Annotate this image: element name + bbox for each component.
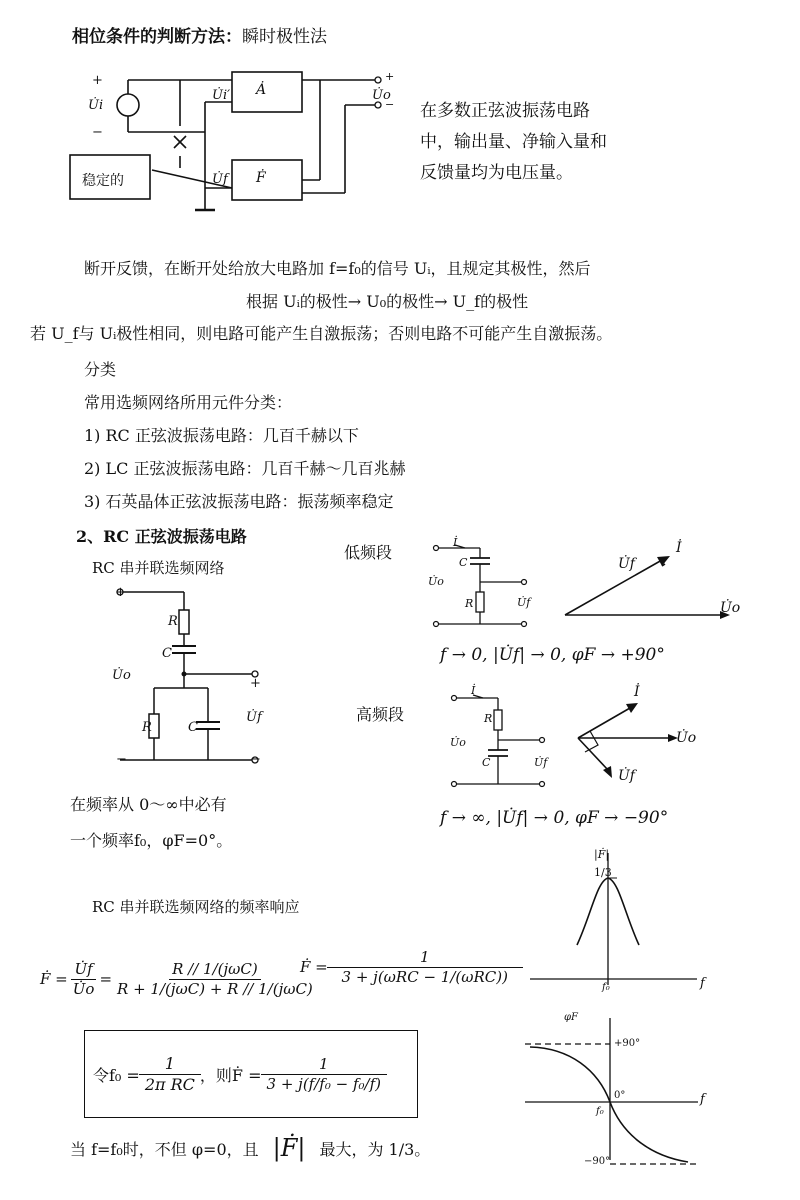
f-simple-frac bbox=[330, 948, 520, 987]
magnitude-response-plot bbox=[525, 845, 705, 995]
stable-box-label: 稳定的 bbox=[82, 173, 124, 189]
uo-minus: − bbox=[385, 98, 395, 111]
high-freq-title: 高频段 bbox=[356, 705, 405, 724]
f-simplified-formula bbox=[300, 948, 522, 987]
low-formula: f → 0, |U̇f| → 0, φF → +90° bbox=[440, 645, 665, 665]
classification-title: 分类 bbox=[84, 360, 117, 379]
phase-zero: 0° bbox=[614, 1090, 626, 1101]
f-block-label: Ḟ bbox=[256, 170, 266, 186]
source-plus: + bbox=[92, 73, 103, 88]
phase-x-tick: f₀ bbox=[596, 1106, 604, 1117]
classification-intro: 常用选频网络所用元件分类： bbox=[84, 393, 293, 412]
network-label: RC 串并联选频网络 bbox=[92, 559, 225, 577]
phase-bottom: −90° bbox=[584, 1156, 611, 1167]
net-c-top: C bbox=[162, 646, 172, 661]
low-phasor-uf: U̇f bbox=[618, 556, 635, 572]
para-break-feedback: 断开反馈，在断开处给放大电路加 f=f₀的信号 Uᵢ，且规定其极性，然后 bbox=[84, 259, 591, 278]
conclusion-abs-f: |Ḟ| bbox=[272, 1134, 306, 1162]
uip-label: U̇i′ bbox=[212, 88, 231, 103]
phase-x-label: f bbox=[700, 1092, 705, 1107]
side-line: 在多数正弦波振荡电路 bbox=[420, 101, 590, 121]
mag-x-tick: f₀ bbox=[602, 982, 610, 993]
boxed-f0-num: 1 bbox=[139, 1054, 201, 1075]
phase-ylabel: φF bbox=[564, 1012, 578, 1023]
feedback-block-diagram bbox=[80, 60, 410, 220]
mag-x-label: f bbox=[700, 976, 705, 991]
classification-item: 1) RC 正弦波振荡电路：几百千赫以下 bbox=[84, 426, 359, 445]
low-i-small: İ bbox=[453, 536, 458, 549]
freq-text-1: 在频率从 0～∞中必有 bbox=[70, 795, 227, 814]
low-uo-in: U̇o bbox=[428, 575, 444, 588]
boxed-f-num: 1 bbox=[261, 1055, 387, 1075]
side-line: 反馈量均为电压量。 bbox=[420, 163, 573, 183]
heading-text: 相位条件的判断方法： bbox=[72, 27, 242, 47]
net-minus-right: − bbox=[250, 752, 261, 767]
high-uf-out: U̇f bbox=[534, 756, 548, 769]
net-r-bottom: R bbox=[142, 720, 152, 735]
classification-item: 3) 石英晶体正弦波振荡电路：振荡频率稳定 bbox=[84, 492, 394, 511]
uf-label: U̇f bbox=[212, 172, 228, 187]
high-r: R bbox=[484, 712, 493, 725]
rc-network-circuit bbox=[110, 580, 270, 770]
high-phasor-i: İ bbox=[634, 684, 640, 700]
boxed-f-den: 3 + j(f/f₀ − f₀/f) bbox=[266, 1074, 381, 1093]
response-title: RC 串并联选频网络的频率响应 bbox=[92, 898, 300, 916]
heading-method: 瞬时极性法 bbox=[242, 27, 327, 47]
impedance-ratio bbox=[114, 960, 316, 999]
boxed-f0-formula bbox=[84, 1030, 418, 1118]
uf-num: U̇f bbox=[71, 960, 95, 980]
low-freq-circuit bbox=[430, 540, 760, 635]
high-uo-in: U̇o bbox=[450, 736, 466, 749]
uo-den: U̇o bbox=[72, 979, 95, 998]
uo-label: U̇o bbox=[372, 88, 391, 103]
f-simple-num: 1 bbox=[327, 948, 523, 968]
high-c: C bbox=[482, 756, 491, 769]
low-c: C bbox=[459, 556, 468, 569]
phase-top: +90° bbox=[614, 1038, 641, 1049]
para-polarity-chain: 根据 Uᵢ的极性→ U₀的极性→ U_f的极性 bbox=[246, 292, 529, 311]
net-uo: U̇o bbox=[112, 668, 131, 683]
low-phasor-uo: U̇o bbox=[720, 600, 741, 616]
conclusion-pre: 当 f=f₀时，不但 φ=0，且 bbox=[70, 1139, 259, 1159]
net-r-top: R bbox=[168, 614, 178, 629]
side-description bbox=[420, 96, 607, 189]
mag-peak: 1/3 bbox=[594, 866, 612, 879]
conclusion-post: 最大，为 1/3。 bbox=[319, 1139, 431, 1159]
boxed-f0-den: 2π RC bbox=[144, 1074, 195, 1094]
side-line: 中，输出量、净输入量和 bbox=[420, 132, 607, 152]
uf-over-uo bbox=[70, 960, 98, 999]
freq-text-2: 一个频率f₀，φF=0°。 bbox=[70, 831, 233, 850]
f-definition-formula: Ḟ = $\frac{U̇f}{U̇o}$ = $\frac{\text{R // 1/(jωC)}}{\text{R + 1/(jωC) + R // 1/(jωC)}}$ bbox=[40, 960, 318, 999]
boxed-f-frac bbox=[264, 1055, 384, 1094]
high-freq-circuit bbox=[448, 688, 748, 798]
low-freq-title: 低频段 bbox=[344, 543, 393, 562]
low-uf-out: U̇f bbox=[517, 596, 531, 609]
low-phasor-i: İ bbox=[676, 540, 682, 556]
boxed-prefix: 令f₀ = bbox=[93, 1065, 140, 1085]
section2-heading: 2、RC 正弦波振荡电路 bbox=[76, 527, 247, 546]
boxed-f0-frac bbox=[142, 1054, 198, 1095]
net-uf: U̇f bbox=[246, 710, 262, 725]
ui-label: U̇i bbox=[88, 98, 104, 113]
boxed-mid: ，则Ḟ = bbox=[199, 1065, 262, 1085]
uo-plus: + bbox=[385, 70, 395, 83]
source-minus: − bbox=[92, 125, 103, 140]
high-formula: f → ∞, |U̇f| → 0, φF → −90° bbox=[440, 808, 669, 828]
f-simple-den: 3 + j(ωRC − 1/(ωRC)) bbox=[341, 967, 508, 986]
section-heading-phase bbox=[72, 22, 327, 47]
impedance-den: R + 1/(jωC) + R // 1/(jωC) bbox=[117, 979, 313, 998]
high-phasor-uf: U̇f bbox=[618, 768, 635, 784]
para-conclusion: 若 U_f与 Uᵢ极性相同，则电路可能产生自激振荡；否则电路不可能产生自激振荡。 bbox=[30, 324, 613, 343]
low-r: R bbox=[465, 597, 474, 610]
conclusion-line bbox=[70, 1134, 430, 1162]
f-simple-lhs: Ḟ = bbox=[300, 958, 328, 977]
net-c-bottom: C bbox=[188, 720, 198, 735]
net-minus-left: − bbox=[116, 752, 127, 767]
classification-item: 2) LC 正弦波振荡电路：几百千赫～几百兆赫 bbox=[84, 459, 406, 478]
impedance-num: R // 1/(jωC) bbox=[169, 960, 261, 980]
f-lhs: Ḟ = bbox=[40, 970, 68, 989]
net-plus-top: + bbox=[115, 585, 126, 600]
mag-ylabel: |Ḟ| bbox=[594, 848, 610, 861]
a-block-label: Ȧ bbox=[256, 82, 267, 98]
net-plus-right: + bbox=[250, 676, 261, 691]
high-phasor-uo: U̇o bbox=[676, 730, 697, 746]
high-i-small: İ bbox=[471, 684, 476, 697]
